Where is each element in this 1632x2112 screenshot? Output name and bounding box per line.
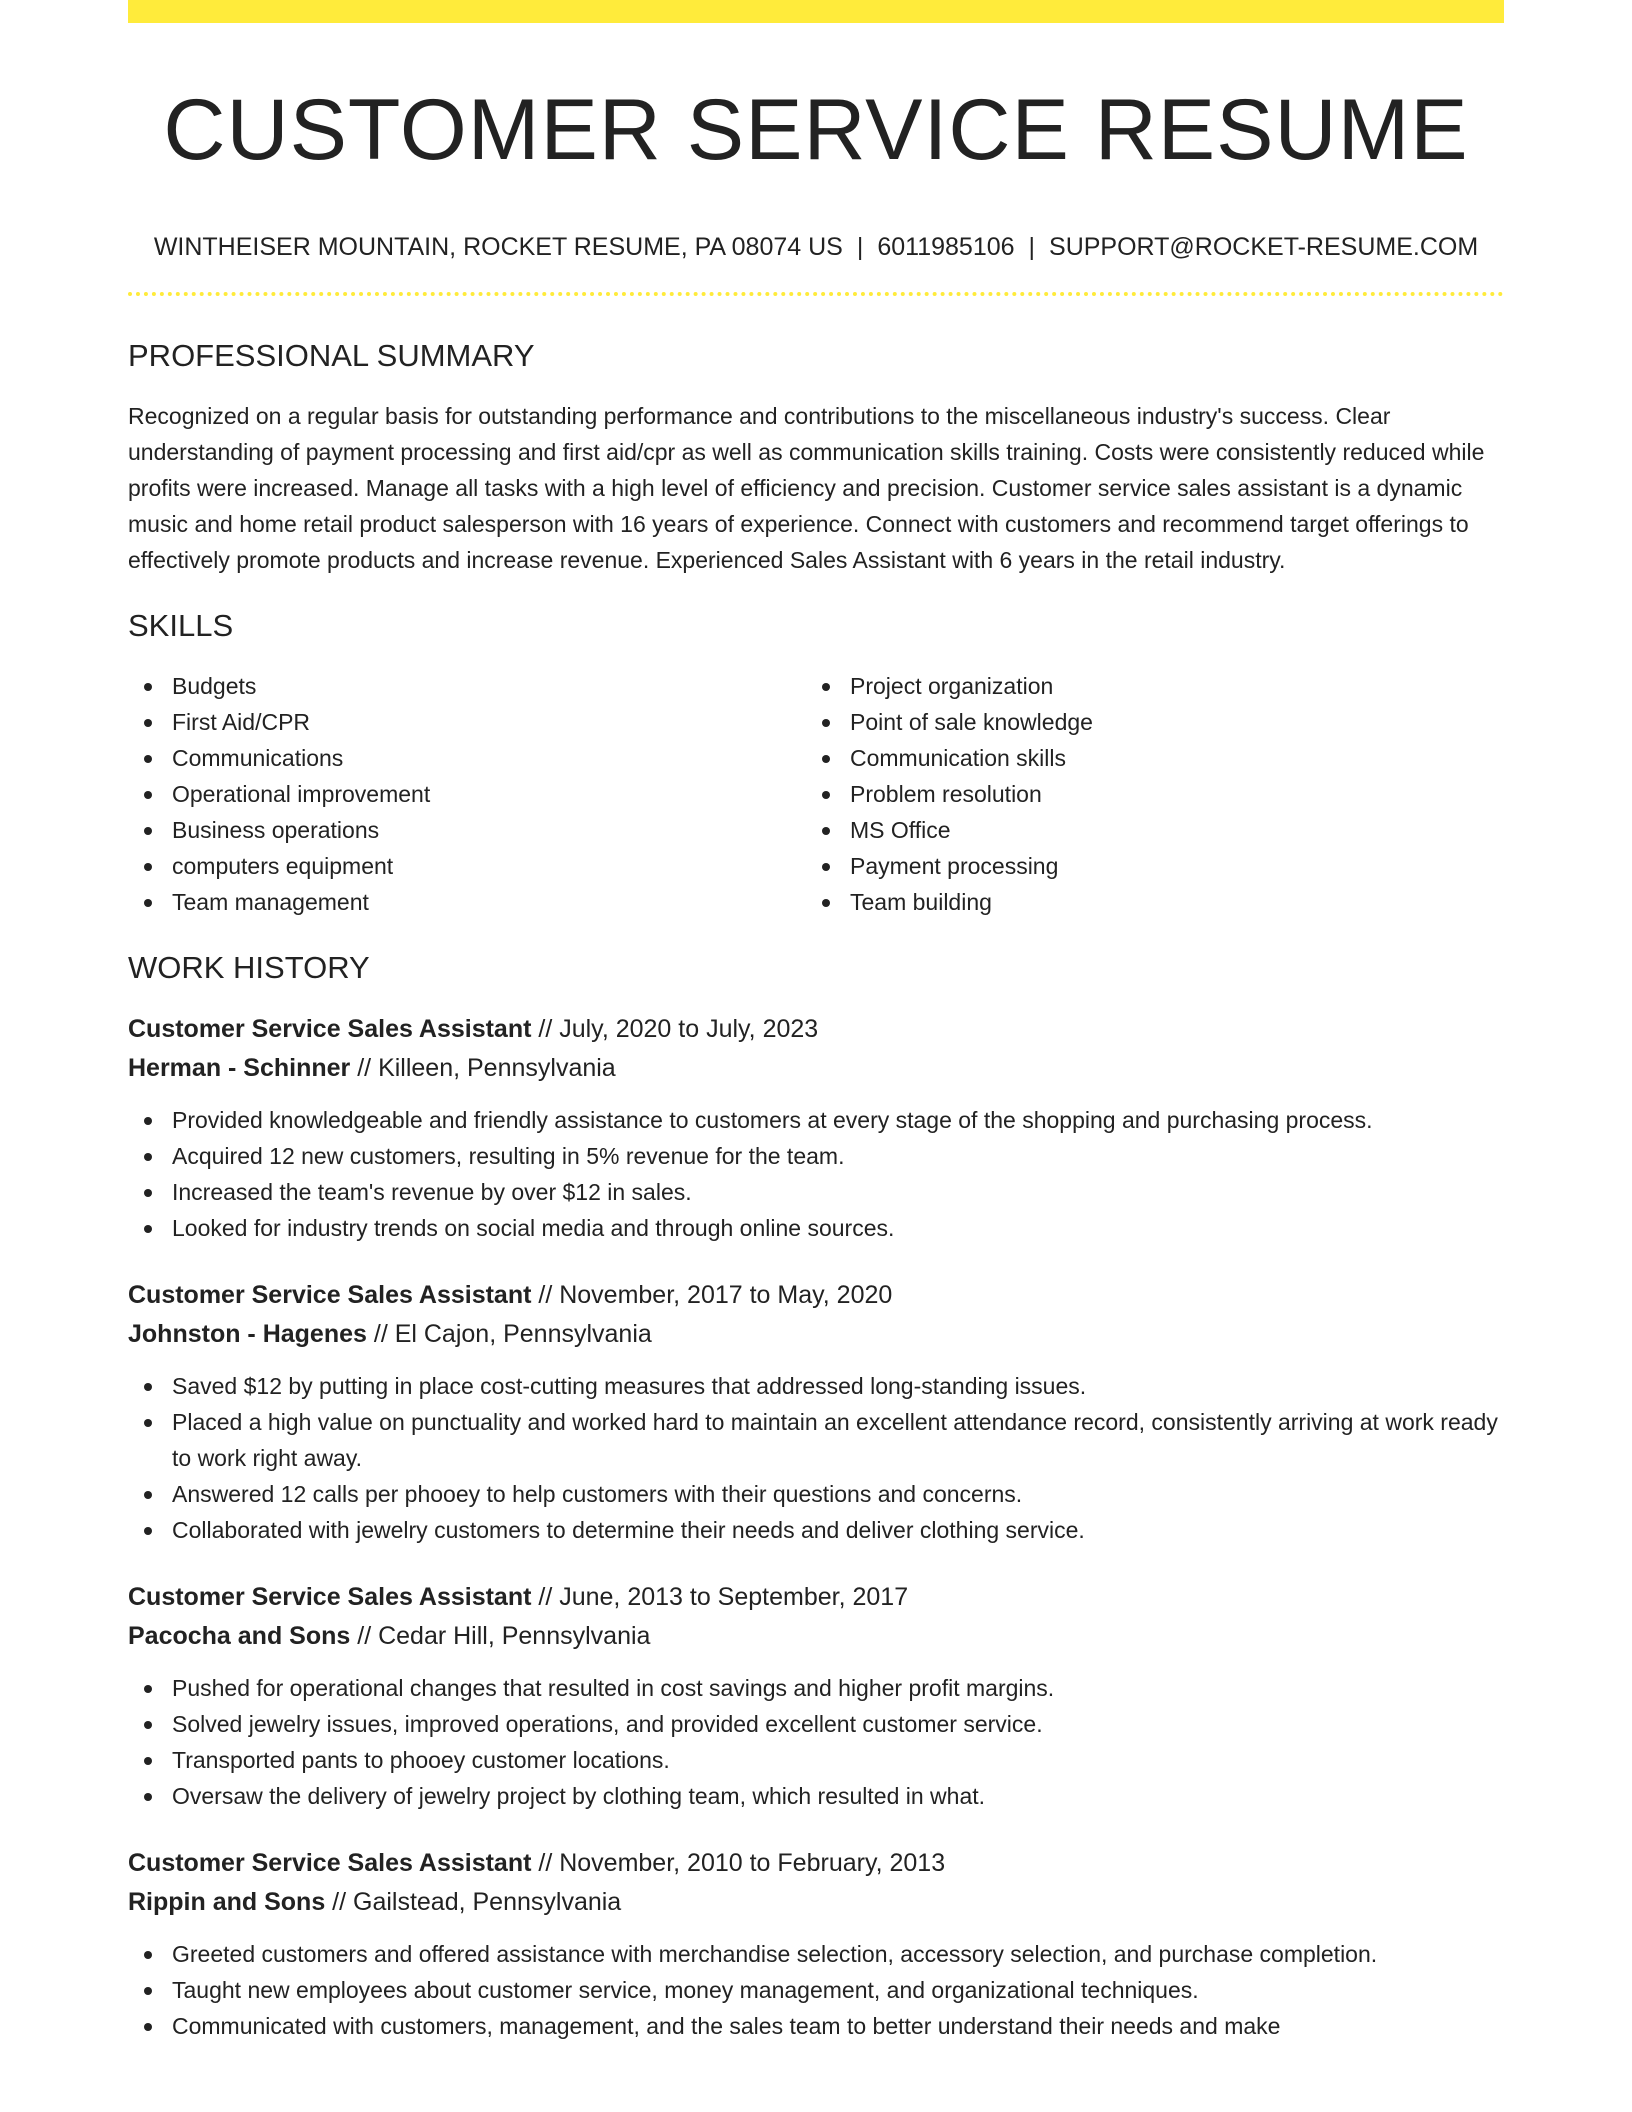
skill-item: MS Office <box>806 812 1484 848</box>
job-company-line <box>128 1049 1504 1088</box>
skill-item: Payment processing <box>806 848 1484 884</box>
job-company: Herman - Schinner <box>128 1054 351 1082</box>
resume-content <box>128 0 1504 2044</box>
skill-item: First Aid/CPR <box>128 704 806 740</box>
job-bullet: Acquired 12 new customers, resulting in 5% revenue for the team. <box>128 1138 1504 1174</box>
job-bullet: Oversaw the delivery of jewelry project by clothing team, which resulted in what. <box>128 1778 1504 1814</box>
job-bullet: Communicated with customers, management, and the sales team to better understand their needs and make <box>128 2008 1504 2044</box>
section-heading-work-history: WORK HISTORY <box>128 950 370 985</box>
dotted-divider <box>128 292 1504 296</box>
job-bullet-list <box>128 1670 1504 1814</box>
job-bullet-list <box>128 1936 1504 2044</box>
job-dates: // November, 2017 to May, 2020 <box>531 1281 893 1309</box>
job-role: Customer Service Sales Assistant <box>128 1015 532 1043</box>
job-role: Customer Service Sales Assistant <box>128 1281 532 1309</box>
job-company: Johnston - Hagenes <box>128 1320 367 1348</box>
skills-column-right <box>806 668 1484 920</box>
job-dates: // June, 2013 to September, 2017 <box>531 1583 909 1611</box>
professional-summary-section <box>128 336 1504 578</box>
job-bullet: Greeted customers and offered assistance with merchandise selection, accessory selection, and purchase completion. <box>128 1936 1504 1972</box>
job-entry <box>128 1844 1504 2044</box>
skill-item: Operational improvement <box>128 776 806 812</box>
job-title-line <box>128 1844 1504 1883</box>
job-bullet: Solved jewelry issues, improved operations, and provided excellent customer service. <box>128 1706 1504 1742</box>
job-company-line <box>128 1883 1504 1922</box>
job-location: // Gailstead, Pennsylvania <box>325 1888 622 1916</box>
job-entry <box>128 1010 1504 1246</box>
skill-item: Business operations <box>128 812 806 848</box>
contact-email: SUPPORT@ROCKET-RESUME.COM <box>1049 233 1479 261</box>
skill-item: Budgets <box>128 668 806 704</box>
skill-item: Communications <box>128 740 806 776</box>
summary-text: Recognized on a regular basis for outstanding performance and contributions to the miscellaneous industry's success. Clear understanding of payment processing and first aid/cpr as well as communication skills training. Costs were consistently reduced while profits were increased. Manage all tasks with a high level of efficiency and precision. Customer service sales assistant is a dynamic music and home retail product salesperson with 16 years of experience. Connect with customers and recommend target offerings to effectively promote products and increase revenue. Experienced Sales Assistant with 6 years in the retail industry. <box>128 403 1485 573</box>
skill-item: Team management <box>128 884 806 920</box>
job-location: // Killeen, Pennsylvania <box>350 1054 616 1082</box>
job-bullet: Saved $12 by putting in place cost-cutting measures that addressed long-standing issues. <box>128 1368 1504 1404</box>
contact-separator: | <box>1028 233 1036 261</box>
job-bullet: Placed a high value on punctuality and worked hard to maintain an excellent attendance record, consistently arriving at work ready to work right away. <box>128 1404 1504 1476</box>
section-heading-summary: PROFESSIONAL SUMMARY <box>128 338 535 373</box>
skills-grid <box>128 668 1504 920</box>
job-company-line <box>128 1315 1504 1354</box>
job-bullet: Taught new employees about customer service, money management, and organizational techniques. <box>128 1972 1504 2008</box>
job-location: // Cedar Hill, Pennsylvania <box>350 1622 651 1650</box>
job-role: Customer Service Sales Assistant <box>128 1849 532 1877</box>
job-bullet: Provided knowledgeable and friendly assistance to customers at every stage of the shopping and purchasing process. <box>128 1102 1504 1138</box>
job-bullet: Answered 12 calls per phooey to help customers with their questions and concerns. <box>128 1476 1504 1512</box>
job-entry <box>128 1578 1504 1814</box>
job-company: Pacocha and Sons <box>128 1622 351 1650</box>
skill-item: Communication skills <box>806 740 1484 776</box>
skill-item: Point of sale knowledge <box>806 704 1484 740</box>
work-history-section <box>128 948 1504 2044</box>
job-bullet: Increased the team's revenue by over $12 in sales. <box>128 1174 1504 1210</box>
job-bullet-list <box>128 1368 1504 1548</box>
contact-address: WINTHEISER MOUNTAIN, ROCKET RESUME, PA 08074 US <box>153 233 843 261</box>
job-title-line <box>128 1276 1504 1315</box>
skill-item: computers equipment <box>128 848 806 884</box>
contact-separator: | <box>856 233 864 261</box>
job-entry <box>128 1276 1504 1548</box>
job-title-line <box>128 1010 1504 1049</box>
job-bullet-list <box>128 1102 1504 1246</box>
job-company: Rippin and Sons <box>128 1888 326 1916</box>
skill-item: Team building <box>806 884 1484 920</box>
job-dates: // July, 2020 to July, 2023 <box>531 1015 819 1043</box>
job-company-line <box>128 1617 1504 1656</box>
job-title-line <box>128 1578 1504 1617</box>
skill-item: Project organization <box>806 668 1484 704</box>
skill-item: Problem resolution <box>806 776 1484 812</box>
resume-title: CUSTOMER SERVICE RESUME <box>163 82 1469 178</box>
skills-column-left <box>128 668 806 920</box>
job-bullet: Collaborated with jewelry customers to determine their needs and deliver clothing service. <box>128 1512 1504 1548</box>
job-role: Customer Service Sales Assistant <box>128 1583 532 1611</box>
job-bullet: Transported pants to phooey customer locations. <box>128 1742 1504 1778</box>
skills-section <box>128 606 1504 920</box>
section-heading-skills: SKILLS <box>128 608 234 643</box>
contact-line <box>128 230 1504 264</box>
job-dates: // November, 2010 to February, 2013 <box>531 1849 946 1877</box>
contact-phone: 6011985106 <box>877 233 1015 261</box>
job-location: // El Cajon, Pennsylvania <box>366 1320 652 1348</box>
job-bullet: Pushed for operational changes that resulted in cost savings and higher profit margins. <box>128 1670 1504 1706</box>
job-bullet: Looked for industry trends on social media and through online sources. <box>128 1210 1504 1246</box>
